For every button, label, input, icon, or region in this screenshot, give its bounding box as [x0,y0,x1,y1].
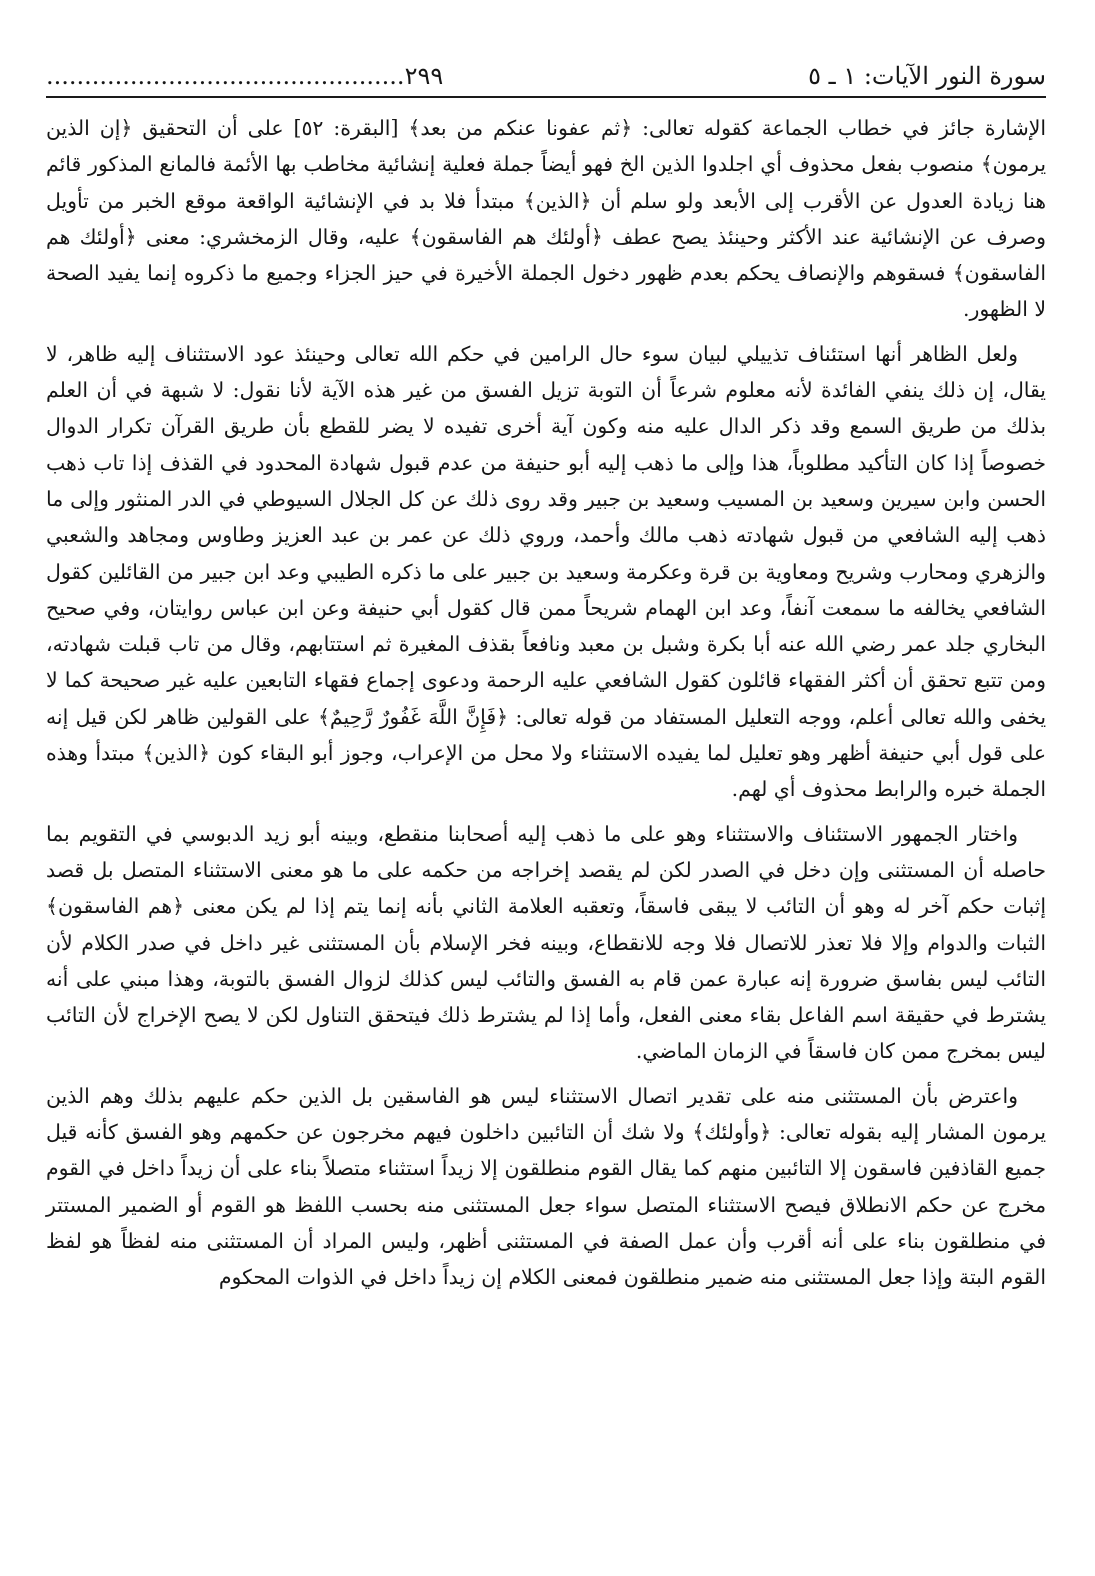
page-header [46,52,1046,98]
page-number: ٢٩٩............................................... [46,62,444,90]
paragraph: ولعل الظاهر أنها استئناف تذييلي لبيان سوء حال الرامين في حكم الله تعالى وحينئذ عود الاستثناف إليه ظاهر، لا يقال، إن ذلك ينفي الفائدة لأنه معلوم شرعاً أن التوبة تزيل الفسق من غير هذه الآية لأنا نقول: لا شبهة في أن العلم بذلك من طريق السمع وقد ذكر الدال عليه منه وكون آية أخرى تفيده لا يضر للقطع بأن طريق القرآن تكرار الدوال خصوصاً إذا كان التأكيد مطلوباً، هذا وإلى ما ذهب إليه أبو حنيفة من عدم قبول شهادة المحدود في القذف إذا تاب ذهب الحسن وابن سيرين وسعيد بن المسيب وسعيد بن جبير وقد روى ذلك عن كل الجلال السيوطي في الدر المنثور وإلى ما ذهب إليه الشافعي من قبول شهادته ذهب مالك وأحمد، وروي ذلك عن عمر بن عبد العزيز وطاوس ومجاهد والشعبي والزهري ومحارب وشريح ومعاوية بن قرة وعكرمة وسعيد بن جبير على ما ذكره الطيبي وعد ابن جبير من القائلين كقول الشافعي يخالفه ما سمعت آنفاً، وعد ابن الهمام شريحاً ممن قال كقول أبي حنيفة وعن ابن عباس روايتان، وفي صحيح البخاري جلد عمر رضي الله عنه أبا بكرة وشبل بن معبد ونافعاً بقذف المغيرة ثم استتابهم، وقال من تاب قبلت شهادته، ومن تتبع تحقق أن أكثر الفقهاء قائلون كقول الشافعي عليه الرحمة ودعوى إجماع فقهاء التابعين عليه غير صحيحة كما لا يخفى والله تعالى أعلم، ووجه التعليل المستفاد من قوله تعالى: ﴿فَإِنَّ اللَّهَ غَفُورٌ رَّحِيمٌ﴾ على القولين ظاهر لكن قيل إنه على قول أبي حنيفة أظهر وهو تعليل لما يفيده الاستثناء ولا محل من الإعراب، وجوز أبو البقاء كون ﴿الذين﴾ مبتدأ وهذه الجملة خبره والرابط محذوف أي لهم. [46,341,1046,802]
book-page [46,52,1046,1304]
paragraph: واعترض بأن المستثنى منه على تقدير اتصال الاستثناء ليس هو الفاسقين بل الذين حكم عليهم بذلك وهم الذين يرمون المشار إليه بقوله تعالى: ﴿وأولئك﴾ ولا شك أن التائبين داخلون فيهم مخرجون عن حكمهم وهو الفسق كأنه قيل جميع القاذفين فاسقون إلا التائبين منهم كما يقال القوم منطلقون إلا زيداً استثناء متصلاً بناء على أن زيداً داخل في القوم مخرج عن حكم الانطلاق فيصح الاستثناء المتصل سواء جعل المستثنى منه بحسب اللفظ هو القوم أو الضمير المستتر في منطلقون بناء على أنه أقرب وأن عمل الصفة في المستثنى أظهر، وليس المراد أن المستثنى منه لفظاً هو لفظ القوم البتة وإذا جعل المستثنى منه ضمير منطلقون فمعنى الكلام إن زيداً داخل في الذوات المحكوم [46,1083,1046,1290]
paragraph: واختار الجمهور الاستئناف والاستثناء وهو على ما ذهب إليه أصحابنا منقطع، وبينه أبو زيد الدبوسي في التقويم بما حاصله أن المستثنى وإن دخل في الصدر لكن لم يقصد إخراجه من حكمه على ما هو معنى الاستثناء المتصل بل قصد إثبات حكم آخر له وهو أن التائب لا يبقى فاسقاً، وتعقبه العلامة الثاني بأنه إنما يتم إذا لم يكن معنى ﴿هم الفاسقون﴾ الثبات والدوام وإلا فلا تعذر للاتصال فلا وجه للانقطاع، وبينه فخر الإسلام بأن المستثنى غير داخل في صدر الكلام لأن التائب ليس بفاسق ضرورة إنه عبارة عمن قام به الفسق والتائب ليس كذلك لزوال الفسق بالتوبة، وهذا مبني على أنه يشترط في حقيقة اسم الفاعل بقاء معنى الفعل، وأما إذا لم يشترط ذلك فيتحقق التناول لكن لا يصح الإخراج لأن التائب ليس بمخرج ممن كان فاسقاً في الزمان الماضي. [46,821,1046,1064]
running-head-title: سورة النور الآيات: ١ ـ ٥ [808,62,1046,90]
paragraph: الإشارة جائز في خطاب الجماعة كقوله تعالى: ﴿ثم عفونا عنكم من بعد﴾ [البقرة: ٥٢] على أن التحقيق ﴿إن الذين يرمون﴾ منصوب بفعل محذوف أي اجلدوا الذين الخ فهو أيضاً جملة فعلية إنشائية مخاطب بها الأئمة فالمانع المذكور قائم هنا زيادة العدول عن الأقرب إلى الأبعد ولو سلم أن ﴿الذين﴾ مبتدأ فلا بد في الإنشائية الواقعة موقع الخبر من تأويل وصرف عن الإنشائية عند الأكثر وحينئذ يصح عطف ﴿أولئك هم الفاسقون﴾ عليه، وقال الزمخشري: معنى ﴿أولئك هم الفاسقون﴾ فسقوهم والإنصاف يحكم بعدم ظهور دخول الجملة الأخيرة في حيز الجزاء وجميع ما ذكروه إنما يفيد الصحة لا الظهور. [46,116,1046,322]
page-body [46,98,1046,1296]
